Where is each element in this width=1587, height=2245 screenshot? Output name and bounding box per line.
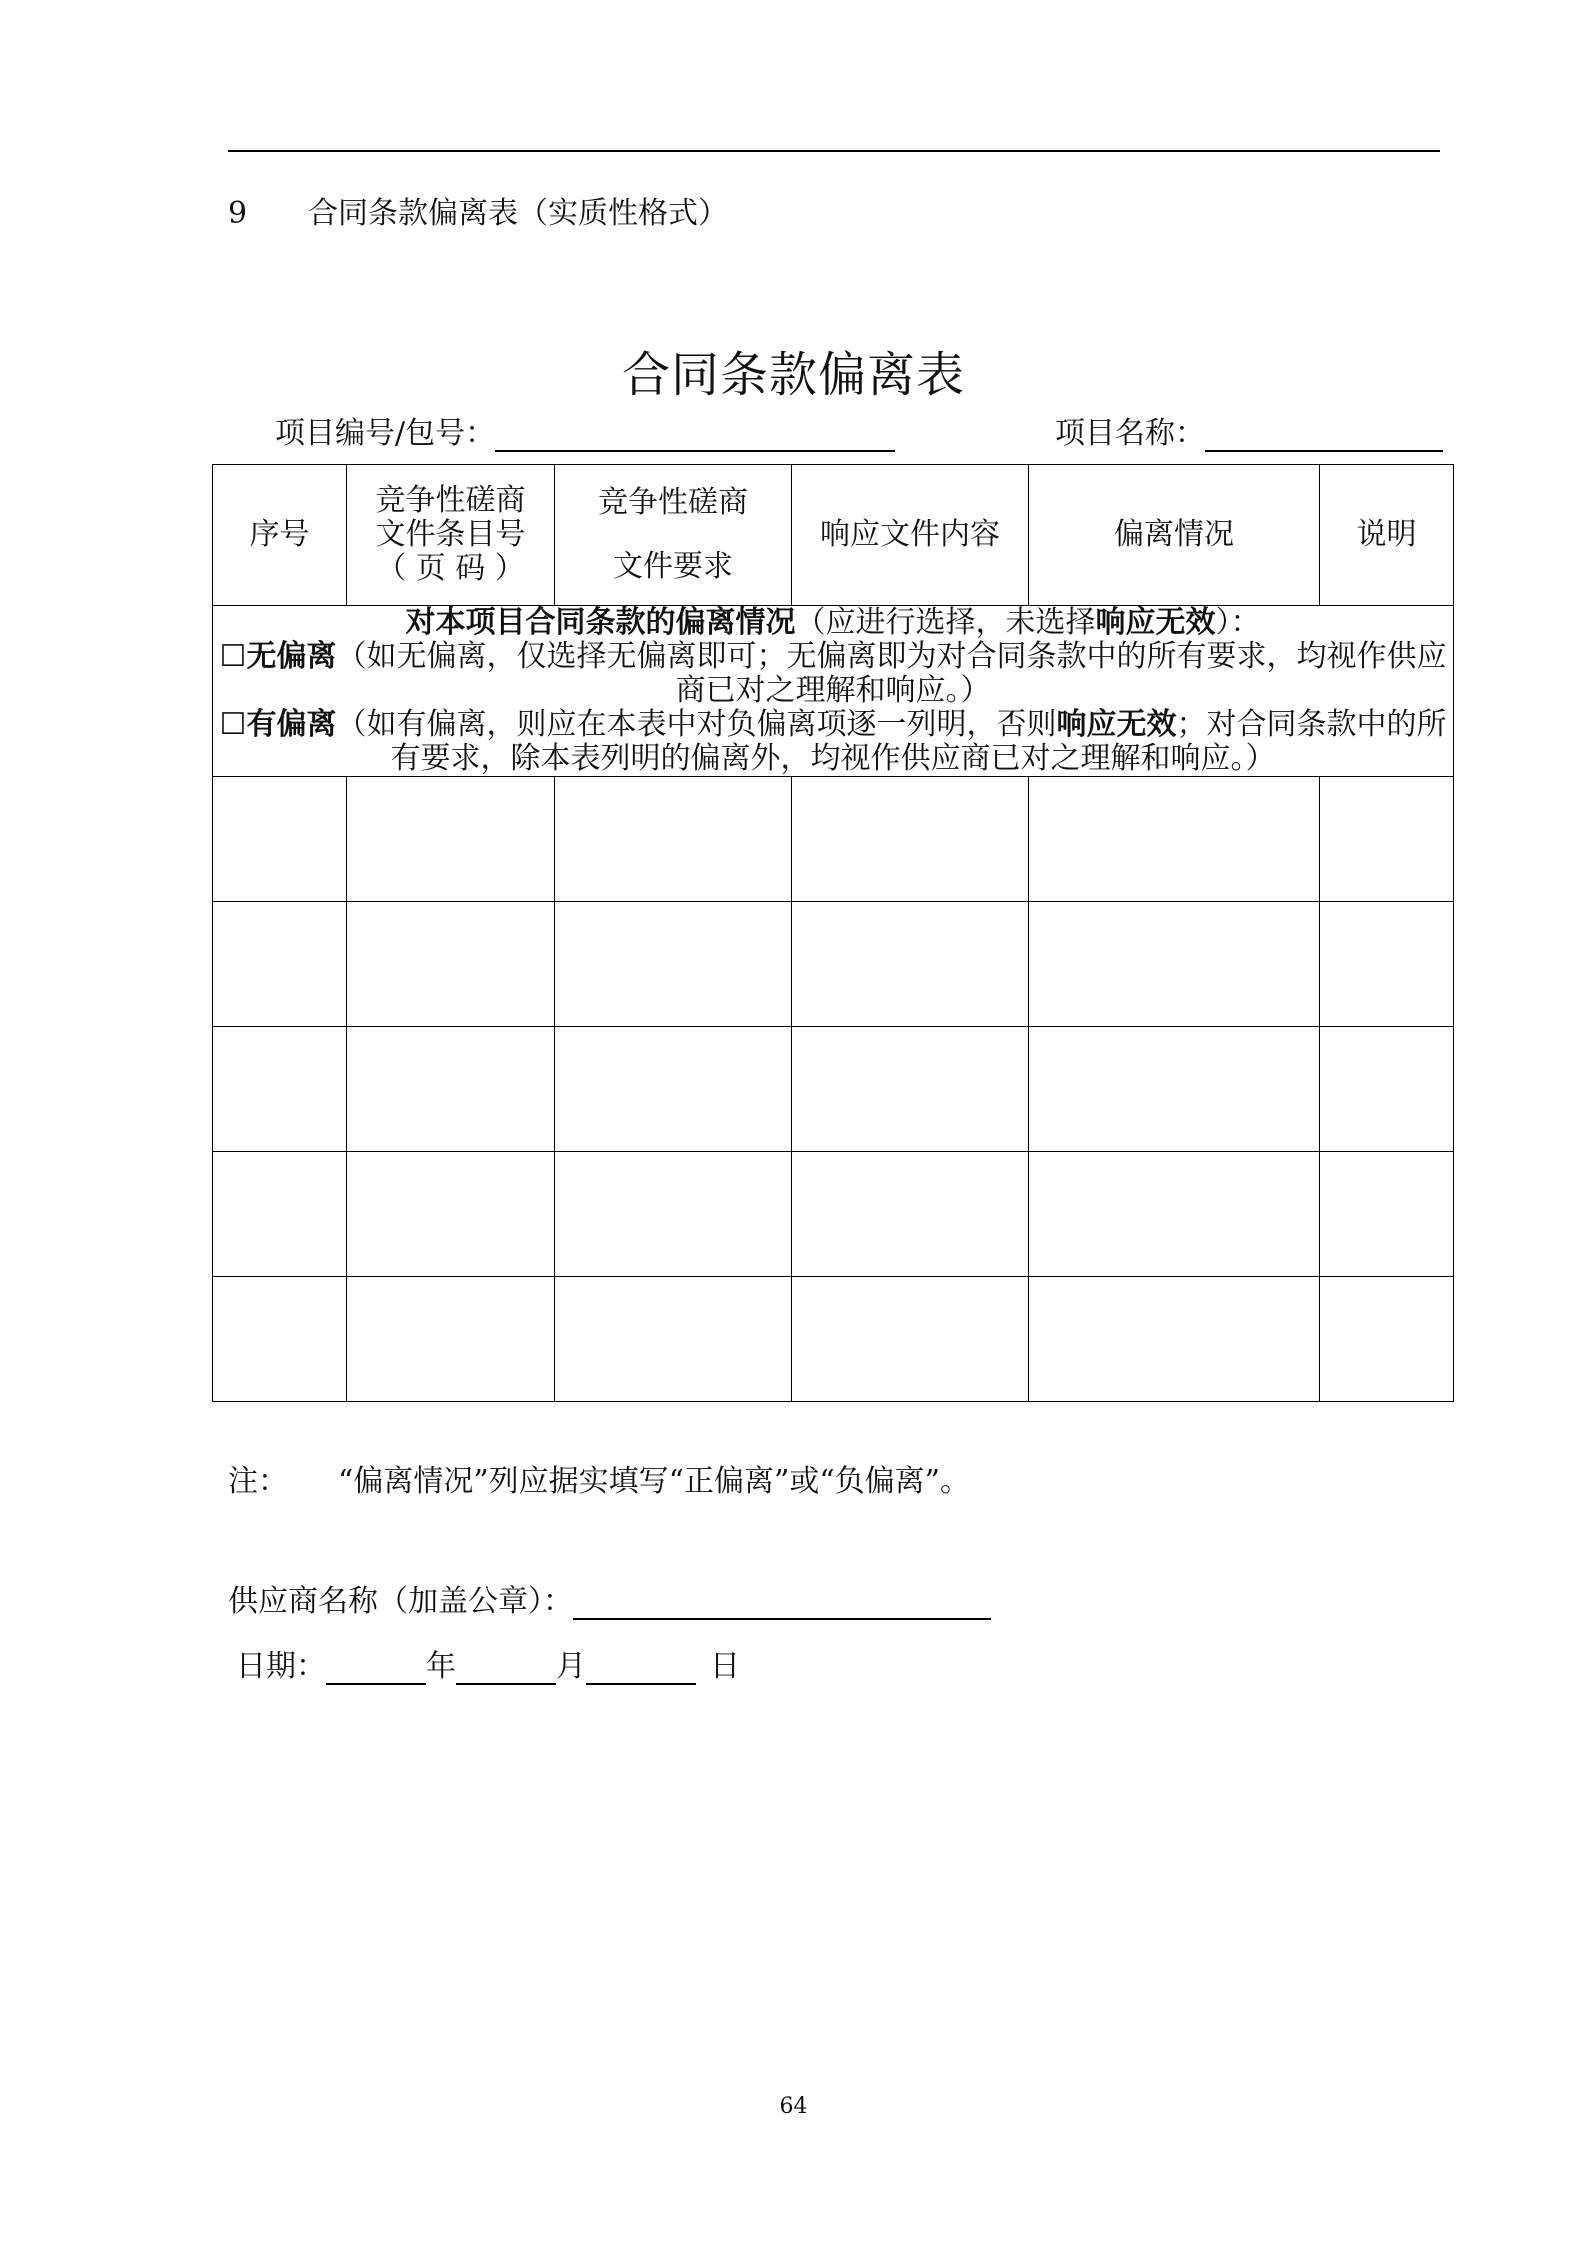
table-row [213,902,1454,1027]
option-has-deviation-end: ；对合同条款中的所有要求，除本表列明的偏离外，均视作供应商已对之理解和响应。） [390,707,1447,776]
section-title: 合同条款偏离表（实质性格式） [308,196,728,231]
footnote [228,1456,970,1500]
cell-response[interactable] [792,1152,1029,1277]
option-no-deviation [213,640,1453,708]
section-number: 9 [228,196,248,231]
deviation-notice [213,606,1454,777]
cell-clause-no[interactable] [347,777,555,902]
supplier-field [228,1576,991,1620]
deviation-table [212,464,1454,1402]
cell-response[interactable] [792,1277,1029,1402]
option-no-deviation-label: 无偏离 [246,639,337,674]
cell-requirement[interactable] [555,902,792,1027]
header-requirement [555,465,792,606]
header-rule [228,150,1440,152]
table-row [213,777,1454,902]
form-title: 合同条款偏离表 [621,347,965,403]
table-row [213,1027,1454,1152]
header-clause-line1: 竞争性磋商 [375,483,526,518]
month-blank[interactable] [456,1653,556,1685]
supplier-blank[interactable] [573,1588,991,1620]
cell-seq[interactable] [213,1277,347,1402]
cell-clause-no[interactable] [347,1027,555,1152]
cell-deviation[interactable] [1029,777,1320,902]
project-name-field [1055,408,1443,452]
header-deviation: 偏离情况 [1029,465,1320,606]
notice-intro-end: ）： [1215,605,1261,640]
cell-remark[interactable] [1320,777,1454,902]
page-number: 64 [779,2094,808,2119]
project-number-field [275,408,895,452]
cell-remark[interactable] [1320,1027,1454,1152]
header-clause-line3: （ 页 码 ） [376,551,525,586]
checkbox-has-deviation[interactable]: ☐ [219,707,247,742]
project-name-blank[interactable] [1205,420,1443,452]
cell-response[interactable] [792,1027,1029,1152]
cell-remark[interactable] [1320,902,1454,1027]
project-name-label: 项目名称： [1055,416,1205,451]
cell-seq[interactable] [213,1027,347,1152]
year-blank[interactable] [326,1653,426,1685]
section-heading [228,188,728,232]
cell-requirement[interactable] [555,1277,792,1402]
supplier-label: 供应商名称（加盖公章）： [228,1584,573,1619]
cell-seq[interactable] [213,1152,347,1277]
notice-intro [213,606,1453,640]
date-field [236,1641,740,1685]
table-row [213,1152,1454,1277]
cell-remark[interactable] [1320,1152,1454,1277]
project-number-label: 项目编号/包号： [275,416,496,451]
footnote-label: 注： [228,1464,288,1499]
option-has-deviation-text: （如有偏离，则应在本表中对负偏离项逐一列明，否则 [336,707,1057,742]
cell-seq[interactable] [213,902,347,1027]
header-response: 响应文件内容 [792,465,1029,606]
month-label: 月 [556,1649,586,1684]
notice-intro-rest: （应进行选择，未选择 [795,605,1096,640]
header-seq: 序号 [213,465,347,606]
cell-clause-no[interactable] [347,902,555,1027]
year-label: 年 [426,1649,456,1684]
table-row [213,1277,1454,1402]
checkbox-no-deviation[interactable]: ☐ [219,639,247,674]
cell-remark[interactable] [1320,1277,1454,1402]
cell-seq[interactable] [213,777,347,902]
header-req-line1: 竞争性磋商 [598,485,748,520]
cell-requirement[interactable] [555,777,792,902]
option-has-deviation-invalid: 响应无效 [1056,707,1177,742]
notice-intro-invalid: 响应无效 [1095,605,1216,640]
cell-clause-no[interactable] [347,1277,555,1402]
footnote-text: “偏离情况”列应据实填写“正偏离”或“负偏离”。 [338,1464,971,1499]
cell-response[interactable] [792,777,1029,902]
option-no-deviation-text: （如无偏离，仅选择无偏离即可；无偏离即为对合同条款中的所有要求，均视作供应商已对之理解和响应。） [336,639,1447,708]
header-remark: 说明 [1320,465,1454,606]
option-has-deviation-label: 有偏离 [246,707,337,742]
deviation-notice-row [213,606,1454,777]
cell-clause-no[interactable] [347,1152,555,1277]
date-label: 日期： [236,1649,326,1684]
project-number-blank[interactable] [495,420,895,452]
table-header-row [213,465,1454,606]
cell-requirement[interactable] [555,1152,792,1277]
notice-intro-bold: 对本项目合同条款的偏离情况 [405,605,796,640]
cell-deviation[interactable] [1029,902,1320,1027]
cell-deviation[interactable] [1029,1277,1320,1402]
header-clause-no [347,465,555,606]
cell-deviation[interactable] [1029,1152,1320,1277]
option-has-deviation [213,708,1453,776]
cell-response[interactable] [792,902,1029,1027]
cell-deviation[interactable] [1029,1027,1320,1152]
day-label: 日 [710,1649,740,1684]
header-clause-line2: 文件条目号 [375,517,526,552]
day-blank[interactable] [586,1653,696,1685]
cell-requirement[interactable] [555,1027,792,1152]
header-req-line2: 文件要求 [613,549,733,584]
